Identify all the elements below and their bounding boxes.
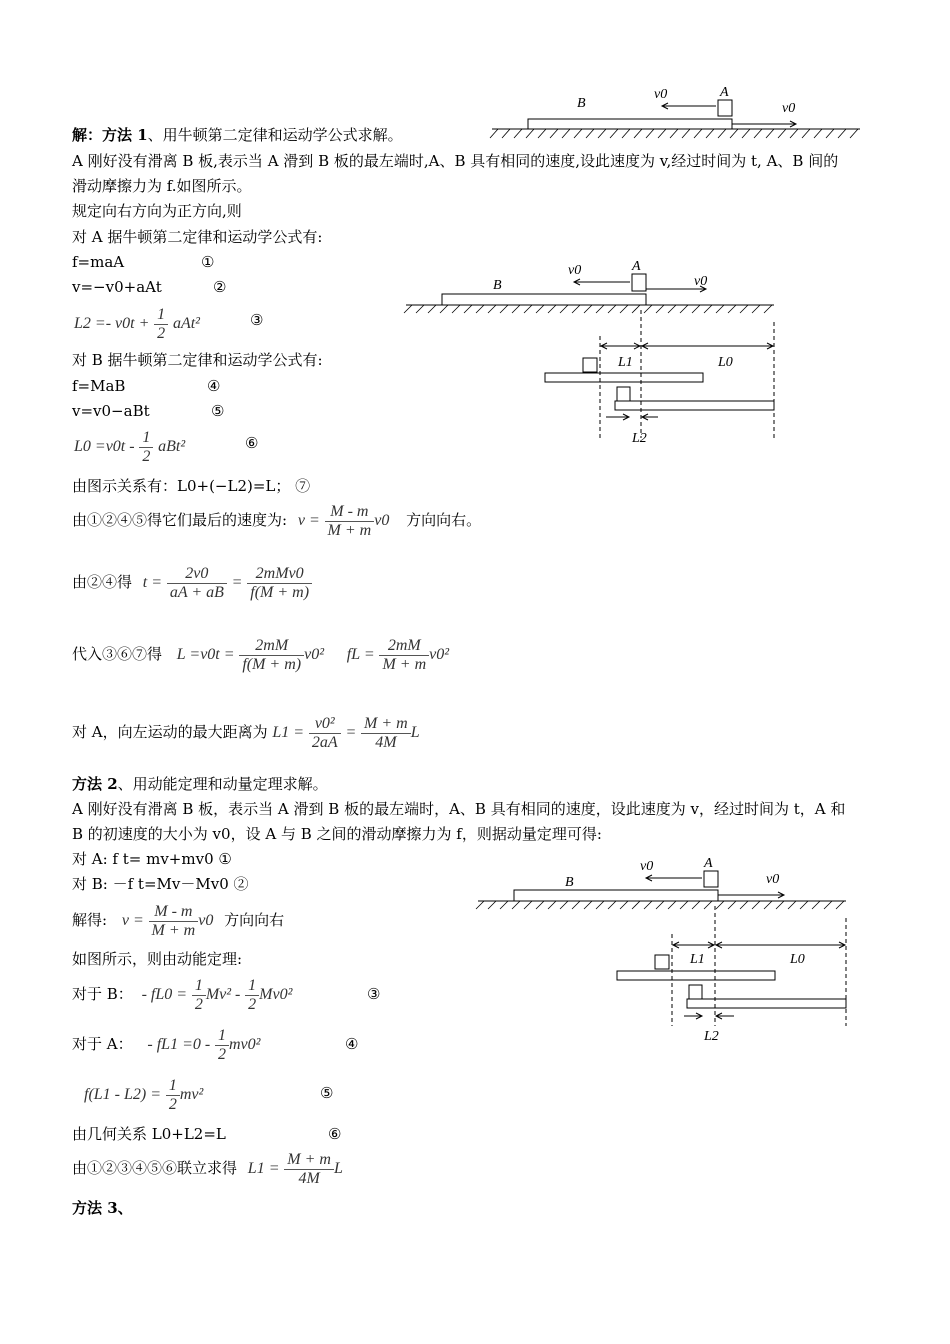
eq3-number: ③ <box>250 311 264 329</box>
method2-eq6-number: ⑥ <box>328 1125 342 1143</box>
method2-eq2: 对 B: －f t=Mv－Mv0 ② <box>72 875 249 893</box>
svg-text:L2: L2 <box>704 1029 719 1044</box>
block-a <box>718 100 732 116</box>
eq6: L0 =v0t - $\frac{1}{2}$ aBt² <box>74 428 186 465</box>
label-v0-right: v0 <box>782 101 796 116</box>
method2-title: 方法 2、用动能定理和动量定理求解。 <box>72 775 328 793</box>
eq3: L2 =- v0t + $\frac{1}{2}$ aAt² <box>74 305 200 342</box>
method2-result: 由①②③④⑤⑥联立求得 L1 = $\frac{M + m}{4M}$ L <box>72 1150 343 1187</box>
method1-max-distance: 对 A，向左运动的最大距离为 L1 = $\frac{\text{v0²}}{2aA}$ = $\frac{M + m}{4M}$ L <box>72 714 420 751</box>
board-b <box>528 119 732 129</box>
svg-text:A: A <box>632 259 641 274</box>
label-v0-left: v0 <box>654 87 668 102</box>
method1-velocity: 由①②④⑤得它们最后的速度为: v = $\frac{M - m}{M + m}$ v0 方向向右。 <box>72 502 482 539</box>
svg-text:L1: L1 <box>618 355 633 370</box>
svg-text:v0: v0 <box>694 274 708 289</box>
method1-time: 由②④得 t = $\frac{2v0}{aA + aB}$ = $\frac{\text{2mMv0}}{f(M + m)}$ <box>72 562 312 603</box>
eq4-number: ④ <box>207 377 221 395</box>
method2-eq3: 对于 B： - fL0 = $\frac{1}{2}$ Mv² - $\frac{1}{2}$ Mv0² <box>72 976 293 1013</box>
eq4: f=MaB <box>72 377 126 395</box>
method1-length: 代入③⑥⑦得 L =v0t = $\frac{2mM}{f(M + m)}$ v0² fL = $\frac{2mM}{M + m}$ v0² <box>72 636 450 673</box>
method2-velocity: 解得: v = $\frac{M - m}{M + m}$ v0 方向向右 <box>72 902 285 939</box>
label-b: B <box>577 96 586 111</box>
svg-text:L2: L2 <box>632 431 647 446</box>
diagram-method2 <box>468 850 858 1050</box>
method2-eq5: f(L1 - L2) = $\frac{1}{2}$ mv² <box>84 1076 204 1113</box>
method2-line1: A 刚好没有滑离 B 板，表示当 A 滑到 B 板的最左端时，A、B 具有相同的速度，设此速度为 v，经过时间为 t，A 和 <box>72 800 846 818</box>
svg-text:B: B <box>493 278 502 293</box>
label-a: A <box>720 85 729 100</box>
method1-line6: 由图示关系有：L0+(−L2)=L； ⑦ <box>72 477 311 495</box>
eq6-number: ⑥ <box>245 434 259 452</box>
eq1-number: ① <box>201 253 215 271</box>
eq2: v=−v0+aAt <box>72 278 162 296</box>
method2-line6: 如图所示，则由动能定理: <box>72 950 243 968</box>
method1-line5: 对 B 据牛顿第二定律和运动学公式有: <box>72 351 323 369</box>
eq5: v=v0−aBt <box>72 402 150 420</box>
svg-text:B: B <box>565 875 574 890</box>
method2-eq1: 对 A: f t= mv+mv0 ① <box>72 850 232 868</box>
diagram-top <box>480 78 870 142</box>
method1-title: 解：方法 1、用牛顿第二定律和运动学公式求解。 <box>72 126 403 144</box>
eq5-number: ⑤ <box>211 402 225 420</box>
svg-text:v0: v0 <box>568 263 582 278</box>
svg-text:L0: L0 <box>790 952 805 967</box>
svg-text:v0: v0 <box>766 872 780 887</box>
method3-title: 方法 3、 <box>72 1199 133 1217</box>
svg-text:v0: v0 <box>640 859 654 874</box>
method1-line2: 滑动摩擦力为 f.如图所示。 <box>72 177 252 195</box>
eq1: f=maA <box>72 253 125 271</box>
method1-line4: 对 A 据牛顿第二定律和运动学公式有: <box>72 228 323 246</box>
svg-text:A: A <box>704 856 713 871</box>
diagram-method1 <box>396 252 786 452</box>
method2-eq5-number: ⑤ <box>320 1084 334 1102</box>
method2-eq4-number: ④ <box>345 1035 359 1053</box>
method2-eq4: 对于 A： - fL1 =0 - $\frac{1}{2}$ mv0² <box>72 1026 261 1063</box>
method1-line3: 规定向右方向为正方向,则 <box>72 202 242 220</box>
method2-eq3-number: ③ <box>367 985 381 1003</box>
svg-text:L0: L0 <box>718 355 733 370</box>
method2-eq6: 由几何关系 L0+L2=L <box>72 1125 226 1143</box>
method1-line1: A 刚好没有滑离 B 板,表示当 A 滑到 B 板的最左端时,A、B 具有相同的速度,设此速度为 v,经过时间为 t, A、B 间的 <box>72 152 839 170</box>
method2-line2: B 的初速度的大小为 v0，设 A 与 B 之间的滑动摩擦力为 f，则据动量定理可得: <box>72 825 602 843</box>
eq2-number: ② <box>213 278 227 296</box>
svg-text:L1: L1 <box>690 952 705 967</box>
